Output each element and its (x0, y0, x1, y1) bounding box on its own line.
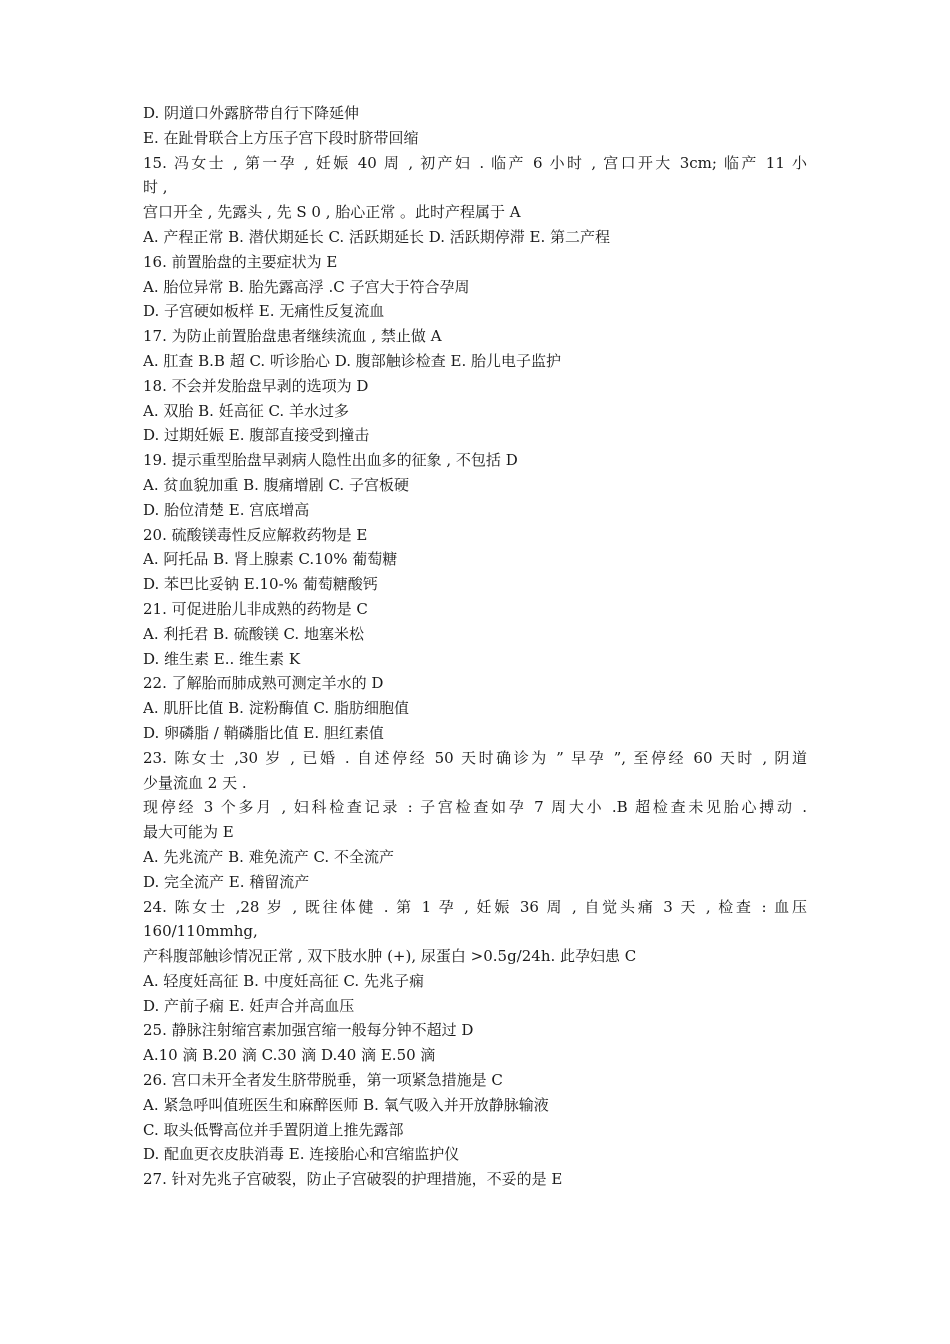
text-line: A. 贫血貌加重 B. 腹痛增剧 C. 子宫板硬 (143, 475, 409, 494)
text-line: 少量流血 2 天 . (143, 773, 247, 792)
text-line: 16. 前置胎盘的主要症状为 E (143, 252, 338, 271)
text-line: 22. 了解胎而肺成熟可测定羊水的 D (143, 674, 384, 693)
text-line: A. 先兆流产 B. 难免流产 C. 不全流产 (143, 847, 394, 866)
text-line: 18. 不会并发胎盘早剥的选项为 D (143, 376, 369, 395)
text-line: D. 阴道口外露脐带自行下降延伸 (143, 104, 360, 122)
text-line: A. 肛查 B.B 超 C. 听诊胎心 D. 腹部触诊检查 E. 胎儿电子监护 (143, 351, 562, 370)
text-line: A. 胎位异常 B. 胎先露高浮 .C 子宫大于符合孕周 (143, 277, 470, 296)
text-line: A. 阿托品 B. 肾上腺素 C.10% 葡萄糖 (143, 550, 398, 569)
text-line: C. 取头低臀高位并手置阴道上推先露部 (143, 1120, 404, 1139)
text-line: 25. 静脉注射缩宫素加强宫缩一般每分钟不超过 D (143, 1021, 474, 1040)
text-line: 160/110mmhg, (143, 922, 258, 941)
text-line: A. 利托君 B. 硫酸镁 C. 地塞米松 (143, 624, 364, 643)
question-text-block (143, 101, 807, 1192)
text-line: 21. 可促进胎儿非成熟的药物是 C (143, 599, 368, 618)
text-line: 20. 硫酸镁毒性反应解救药物是 E (143, 525, 368, 544)
text-line: D. 卵磷脂 / 鞘磷脂比值 E. 胆红素值 (143, 723, 384, 742)
text-line: A.10 滴 B.20 滴 C.30 滴 D.40 滴 E.50 滴 (143, 1046, 436, 1065)
text-line: 19. 提示重型胎盘早剥病人隐性出血多的征象 , 不包括 D (143, 451, 518, 470)
text-line: 产科腹部触诊情况正常 , 双下肢水肿 (+), 尿蛋白 >0.5g/24h. 此孕妇患 C (143, 947, 637, 966)
text-line: 23. 陈女士 ,30 岁 , 已婚 . 自述停经 50 天时确诊为 ” 早孕 ”, 至停经 60 天时 , 阴道 (143, 748, 807, 767)
text-line: A. 双胎 B. 妊高征 C. 羊水过多 (143, 401, 349, 420)
text-line: 26. 宫口未开全者发生脐带脱垂，第一项紧急措施是 C (143, 1071, 503, 1090)
text-line: A. 紧急呼叫值班医生和麻醉医师 B. 氧气吸入并开放静脉输液 (143, 1095, 549, 1114)
text-line: D. 苯巴比妥钠 E.10-% 葡萄糖酸钙 (143, 575, 378, 594)
text-line: 27. 针对先兆子宫破裂，防止子宫破裂的护理措施，不妥的是 E (143, 1170, 563, 1189)
text-line: D. 完全流产 E. 稽留流产 (143, 872, 310, 891)
text-line: 15. 冯女士 , 第一孕 , 妊娠 40 周 , 初产妇 . 临产 6 小时 , 宫口开大 3cm; 临产 11 小 (143, 153, 807, 172)
text-line: D. 配血更衣皮肤消毒 E. 连接胎心和宫缩监护仪 (143, 1145, 460, 1164)
text-line: 17. 为防止前置胎盘患者继续流血 , 禁止做 A (143, 327, 442, 346)
text-line: A. 肌肝比值 B. 淀粉酶值 C. 脂肪细胞值 (143, 699, 409, 718)
text-line: 时 , (143, 178, 168, 197)
text-line: D. 胎位清楚 E. 宫底增高 (143, 500, 310, 519)
text-line: D. 产前子痫 E. 妊声合并高血压 (143, 996, 355, 1015)
text-line: 最大可能为 E (143, 823, 234, 842)
text-line: D. 子宫硬如板样 E. 无痛性反复流血 (143, 302, 385, 321)
text-line: 现停经 3 个多月 , 妇科检查记录 : 子宫检查如孕 7 周大小 .B 超检查未见胎心搏动 . (143, 798, 807, 817)
text-line: A. 轻度妊高征 B. 中度妊高征 C. 先兆子痫 (143, 971, 424, 990)
text-line: E. 在趾骨联合上方压子宫下段时脐带回缩 (143, 128, 419, 147)
text-line: A. 产程正常 B. 潜伏期延长 C. 活跃期延长 D. 活跃期停滞 E. 第二产程 (143, 227, 610, 246)
text-line: D. 过期妊娠 E. 腹部直接受到撞击 (143, 426, 370, 445)
text-line: 24. 陈女士 ,28 岁 , 既往体健 . 第 1 孕 , 妊娠 36 周 , 自觉头痛 3 天 , 检查 : 血压 (143, 897, 807, 916)
text-line: D. 维生素 E.. 维生素 K (143, 649, 301, 668)
text-line: 宫口开全 , 先露头 , 先 S 0 , 胎心正常 。此时产程属于 A (143, 203, 521, 222)
